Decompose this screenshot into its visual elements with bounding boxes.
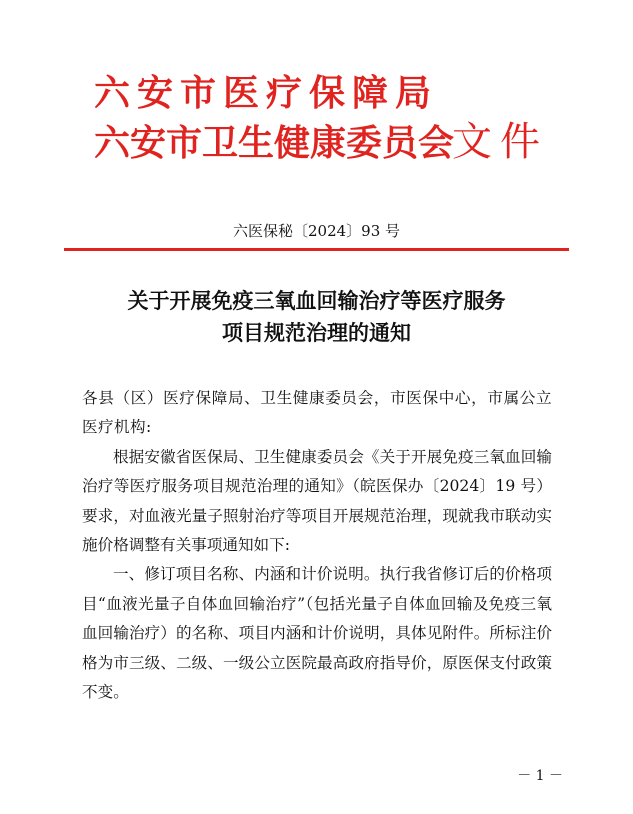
salutation: 各县（区）医疗保障局、卫生健康委员会，市医保中心，市属公立医疗机构: (82, 389, 552, 437)
agency-name-health-commission: 六安市卫生健康委员会 (94, 122, 455, 164)
paragraph-basis: 根据安徽省医保局、卫生健康委员会《关于开展免疫三氧血回输治疗等医疗服务项目规范治理的通知》（皖医保办〔2024〕19 号）要求，对血液光量子照射治疗等项目开展规范治理，现就我市联动实施价格调整有关事项通知如下: (82, 447, 552, 555)
document-body (82, 384, 552, 707)
document-number: 六医保秘〔2024〕93 号 (232, 222, 401, 240)
title-line-1: 关于开展免疫三氧血回输治疗等医疗服务 (127, 288, 506, 313)
document-header (94, 68, 454, 168)
red-divider-line (64, 248, 569, 251)
document-type-label: 文件 (452, 119, 548, 165)
page-number: － 1 － (517, 768, 563, 784)
document-title (0, 285, 633, 349)
paragraph-item-one: 一、修订项目名称、内涵和计价说明。执行我省修订后的价格项目“血液光量子自体血回输治疗”（包括光量子自体血回输及免疫三氧血回输治疗）的名称、项目内涵和计价说明，具体见附件。所标注价格为市三级、二级、一级公立医院最高政府指导价，原医保支付政策不变。 (82, 565, 552, 702)
title-line-2: 项目规范治理的通知 (222, 320, 411, 345)
agency-name-medical-security: 六安市医疗保障局 (94, 72, 439, 114)
